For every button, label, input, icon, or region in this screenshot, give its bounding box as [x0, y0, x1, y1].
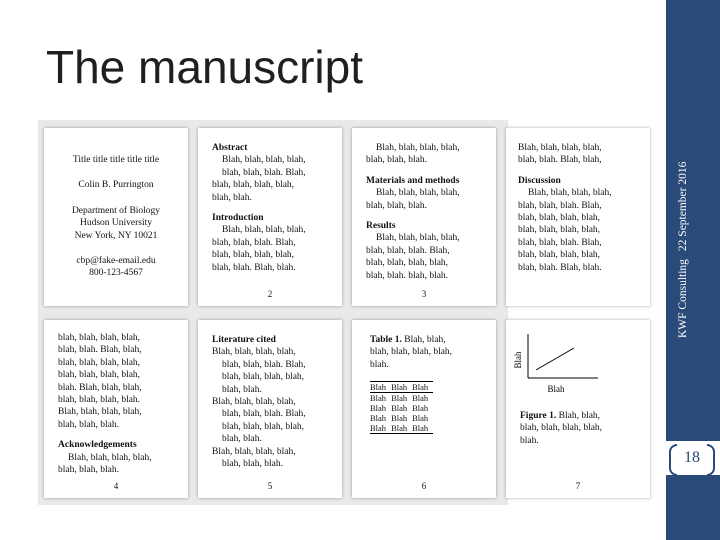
discussion-line: blah, blah. Blah, blah.: [518, 262, 602, 273]
author-phone: 800-123-4567: [89, 268, 143, 279]
reference-line: Blah, blah, blah, blah,: [212, 347, 296, 358]
intro-line: blah, blah, blah, blah,: [212, 250, 295, 261]
table-cell: Blah: [370, 413, 387, 424]
manuscript-page-1: [44, 128, 188, 306]
table-caption-line: blah.: [370, 359, 389, 370]
reference-line: blah, blah, blah. Blah,: [222, 409, 306, 420]
page-number: 7: [575, 480, 581, 491]
methods-line: blah, blah, blah.: [366, 200, 427, 211]
figure-y-label: Blah: [513, 351, 523, 369]
page-number: 4: [113, 480, 119, 491]
body-line: Blah, blah, blah, blah,: [518, 143, 602, 153]
abstract-heading: Abstract: [212, 143, 248, 153]
discussion-heading: Discussion: [518, 175, 561, 186]
manuscript-grid: [38, 120, 612, 505]
abstract-line: blah, blah.: [212, 192, 252, 203]
ack-line: blah, blah, blah.: [58, 465, 119, 476]
author-city: New York, NY 10021: [74, 230, 158, 241]
results-line: Blah, blah, blah, blah,: [376, 233, 460, 244]
footer-org: KWF Consulting: [677, 259, 689, 338]
results-line: blah, blah, blah. Blah,: [366, 245, 450, 256]
author-email: cbp@fake-email.edu: [76, 256, 156, 267]
table-row: [370, 403, 433, 413]
body-line: blah, blah, blah.: [58, 419, 119, 430]
discussion-line: blah, blah, blah, blah,: [518, 225, 601, 236]
author-dept: Department of Biology: [71, 205, 161, 216]
body-line: blah, blah, blah.: [366, 155, 427, 166]
table-row: [370, 413, 433, 423]
results-line: blah, blah. blah, blah.: [366, 270, 449, 281]
reference-line: blah, blah, blah. Blah,: [222, 359, 306, 370]
table-cell: Blah: [391, 413, 408, 424]
page-number: 5: [267, 480, 273, 491]
body-line: blah, blah, blah, blah.: [58, 395, 141, 406]
body-line: blah, blah, blah, blah,: [58, 370, 141, 381]
table-cell: Blah: [412, 403, 429, 414]
table-cell: Blah: [412, 393, 429, 404]
discussion-line: blah, blah, blah, blah,: [518, 213, 601, 224]
slide-number-badge: [664, 441, 720, 475]
intro-line: Blah, blah, blah, blah,: [222, 225, 306, 236]
page-number: 3: [421, 288, 427, 299]
reference-line: blah, blah, blah, blah,: [222, 421, 305, 432]
results-line: blah, blah, blah, blah,: [366, 258, 449, 269]
table-cell: Blah: [370, 403, 387, 414]
table-cell: Blah: [370, 393, 387, 404]
abstract-line: blah, blah, blah. Blah,: [222, 167, 306, 178]
discussion-line: blah, blah, blah. Blah,: [518, 200, 602, 211]
table-cell: Blah: [391, 403, 408, 414]
sidebar-footer: [677, 88, 689, 338]
right-bracket-icon: [707, 444, 715, 476]
intro-line: blah, blah. Blah, blah.: [212, 262, 296, 273]
manuscript-page-2: [198, 128, 342, 306]
table-cell: Blah: [391, 382, 412, 393]
reference-line: blah, blah, blah.: [222, 459, 283, 470]
reference-line: Blah, blah, blah, blah,: [212, 446, 296, 457]
author-univ: Hudson University: [79, 218, 153, 229]
table-caption-line: blah, blah, blah, blah,: [370, 347, 453, 358]
body-line: blah, blah, blah, blah,: [58, 333, 141, 343]
slide-number: 18: [684, 449, 700, 466]
table-cell: Blah: [412, 423, 433, 434]
page-number: 6: [421, 480, 427, 491]
manuscript-page-4: [506, 128, 650, 306]
figure-trend-line: [536, 348, 574, 370]
literature-heading: Literature cited: [212, 335, 276, 345]
page-number: 2: [267, 288, 273, 299]
figure-caption-line: blah, blah, blah, blah,: [520, 423, 603, 434]
body-line: blah, blah. Blah, blah,: [58, 345, 142, 356]
table-cell: Blah: [370, 423, 391, 434]
ack-line: Blah, blah, blah, blah,: [68, 452, 152, 463]
acknowledgements-heading: Acknowledgements: [58, 440, 137, 451]
table-cell: Blah: [370, 382, 391, 393]
manuscript-page-8: [506, 320, 650, 498]
body-line: blah. Blah, blah, blah,: [58, 382, 142, 393]
table-row: [370, 393, 433, 404]
methods-heading: Materials and methods: [366, 175, 460, 186]
table-row: [370, 423, 433, 434]
table-cell: Blah: [412, 382, 433, 393]
manuscript-page-6: [198, 320, 342, 498]
table-cell: Blah: [391, 393, 408, 404]
table-caption-label: Table 1.: [370, 335, 402, 345]
table-cell: Blah: [391, 423, 412, 434]
figure-caption-line: blah.: [520, 435, 539, 446]
body-line: Blah, blah, blah, blah,: [376, 143, 460, 153]
discussion-line: blah, blah, blah. Blah,: [518, 237, 602, 248]
slide-title: The manuscript: [46, 41, 364, 93]
methods-line: Blah, blah, blah, blah,: [376, 188, 460, 199]
body-line: blah, blah. Blah, blah,: [518, 155, 602, 166]
table-caption-text: Blah, blah,: [404, 335, 446, 345]
reference-line: Blah, blah, blah, blah,: [212, 397, 296, 408]
manuscript-page-3: [352, 128, 496, 306]
reference-line: blah, blah.: [222, 384, 262, 395]
results-heading: Results: [366, 221, 396, 232]
data-table: [370, 381, 433, 434]
body-line: blah, blah, blah, blah,: [58, 357, 141, 368]
abstract-line: blah, blah, blah, blah,: [212, 180, 295, 191]
table-cell: Blah: [412, 413, 429, 424]
figure-caption-label: Figure 1.: [520, 411, 557, 421]
manuscript-page-7: [352, 320, 496, 498]
figure-plot: [506, 320, 650, 400]
author-name: Colin B. Purrington: [78, 180, 154, 191]
intro-line: blah, blah, blah. Blah,: [212, 237, 296, 248]
reference-line: blah, blah, blah, blah,: [222, 372, 305, 383]
paper-title: Title title title title title: [72, 155, 160, 165]
table-row: [370, 382, 433, 393]
body-line: Blah, blah, blah, blah,: [58, 407, 142, 418]
reference-line: blah, blah.: [222, 434, 262, 445]
discussion-line: Blah, blah, blah, blah,: [528, 188, 612, 199]
manuscript-page-5: [44, 320, 188, 498]
intro-heading: Introduction: [212, 213, 264, 224]
abstract-line: Blah, blah, blah, blah,: [222, 155, 306, 166]
figure-x-label: Blah: [547, 384, 565, 394]
discussion-line: blah, blah, blah, blah,: [518, 250, 601, 261]
footer-date: 22 September 2016: [677, 161, 689, 252]
figure-caption-text: Blah, blah,: [558, 411, 601, 421]
